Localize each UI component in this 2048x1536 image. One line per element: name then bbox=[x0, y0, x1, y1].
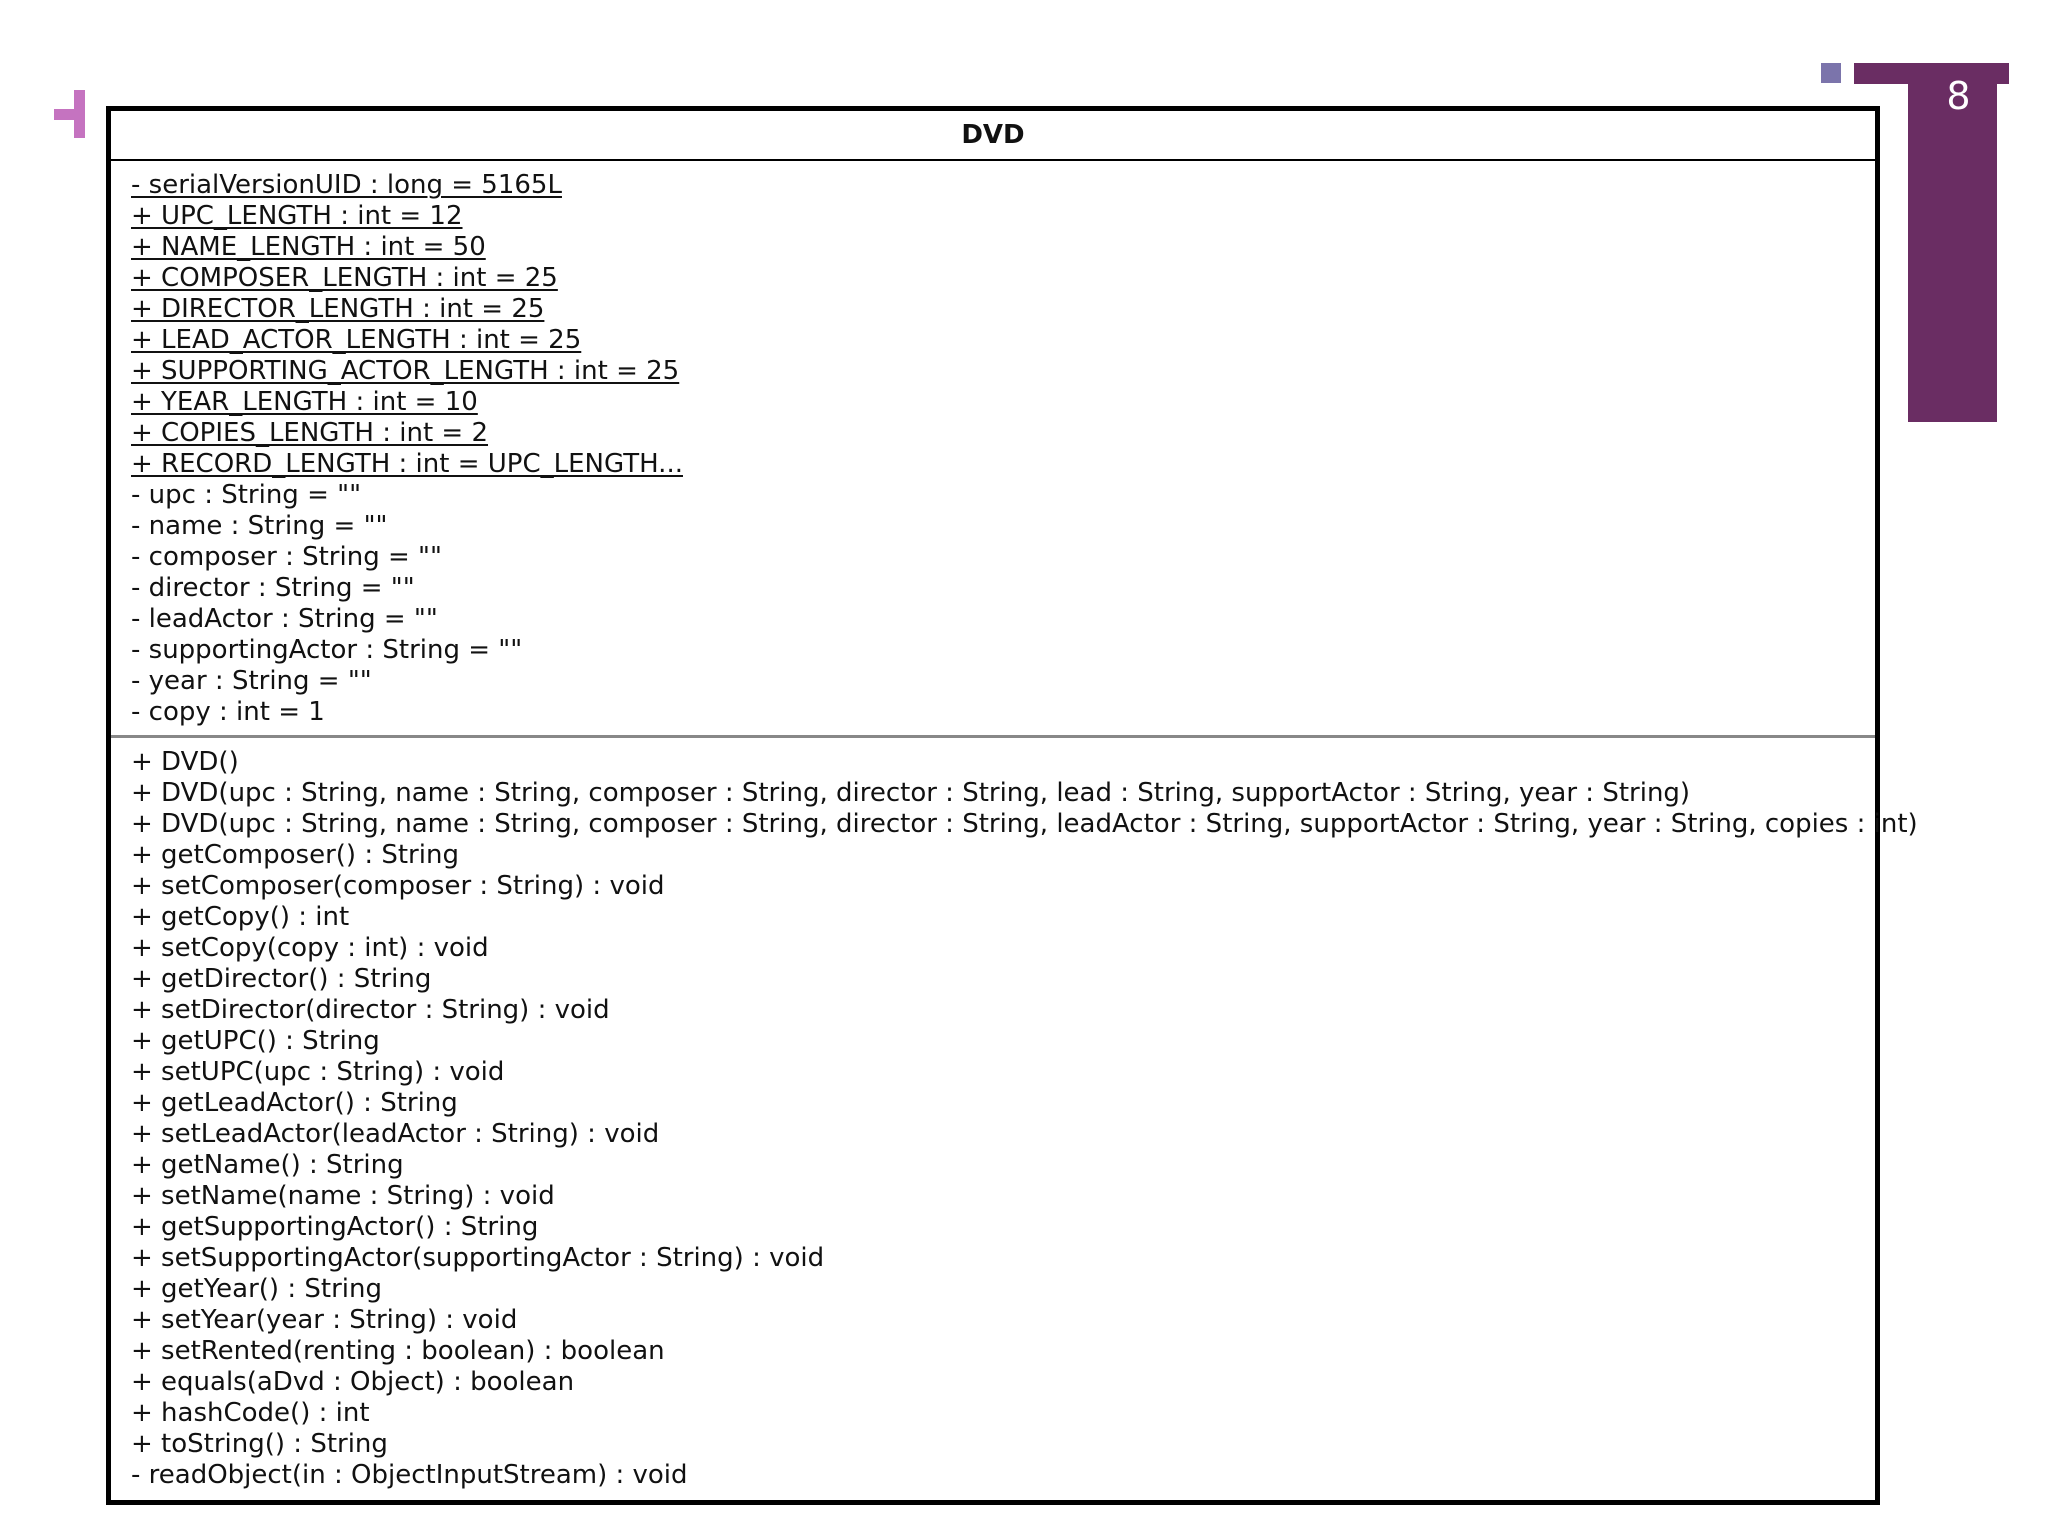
uml-operation: + setSupportingActor(supportingActor : String) : void bbox=[131, 1243, 825, 1273]
uml-class-name: DVD bbox=[111, 111, 1875, 161]
accent-square bbox=[1821, 63, 1841, 83]
uml-operation: + DVD() bbox=[131, 747, 239, 777]
uml-operation: + getSupportingActor() : String bbox=[131, 1212, 539, 1242]
uml-operation: + setYear(year : String) : void bbox=[131, 1305, 518, 1335]
uml-attribute-text: - upc : String = "" bbox=[131, 480, 362, 510]
uml-attribute-text: + RECORD_LENGTH : int = UPC_LENGTH... bbox=[131, 449, 683, 479]
uml-operation: + toString() : String bbox=[131, 1429, 388, 1459]
uml-operation: + getComposer() : String bbox=[131, 840, 459, 870]
uml-operation: + setCopy(copy : int) : void bbox=[131, 933, 489, 963]
uml-operation: + getCopy() : int bbox=[131, 902, 350, 932]
uml-operation: + setDirector(director : String) : void bbox=[131, 995, 610, 1025]
uml-operation: + setComposer(composer : String) : void bbox=[131, 871, 665, 901]
uml-attribute bbox=[131, 387, 1865, 418]
uml-operation: + getUPC() : String bbox=[131, 1026, 380, 1056]
uml-attribute bbox=[131, 201, 1865, 232]
uml-attribute-text: + YEAR_LENGTH : int = 10 bbox=[131, 387, 478, 417]
uml-operation: + setName(name : String) : void bbox=[131, 1181, 555, 1211]
uml-operation: + setUPC(upc : String) : void bbox=[131, 1057, 505, 1087]
uml-attribute bbox=[131, 170, 1865, 201]
uml-class-box bbox=[106, 106, 1918, 1505]
uml-operation: + equals(aDvd : Object) : boolean bbox=[131, 1367, 575, 1397]
uml-attribute bbox=[131, 263, 1865, 294]
uml-attribute bbox=[131, 294, 1865, 325]
uml-attribute-text: + COMPOSER_LENGTH : int = 25 bbox=[131, 263, 558, 293]
uml-operation: + setLeadActor(leadActor : String) : void bbox=[131, 1119, 660, 1149]
uml-attribute bbox=[131, 232, 1865, 263]
uml-attribute-text: + UPC_LENGTH : int = 12 bbox=[131, 201, 463, 231]
uml-attribute-text: - director : String = "" bbox=[131, 573, 415, 603]
uml-operation: + getYear() : String bbox=[131, 1274, 382, 1304]
uml-attribute-text: - serialVersionUID : long = 5165L bbox=[131, 170, 562, 200]
uml-attribute-text: + COPIES_LENGTH : int = 2 bbox=[131, 418, 489, 448]
uml-operation: - readObject(in : ObjectInputStream) : void bbox=[131, 1460, 688, 1490]
uml-attributes-compartment bbox=[131, 170, 1865, 728]
uml-attribute bbox=[131, 542, 1865, 573]
compartment-divider bbox=[111, 735, 1875, 738]
uml-operation: + DVD(upc : String, name : String, composer : String, director : String, leadActor : String, supportActor : String, year : String, copies : int) bbox=[131, 809, 1918, 839]
uml-attribute-text: - supportingActor : String = "" bbox=[131, 635, 523, 665]
uml-attribute bbox=[131, 480, 1865, 511]
uml-operation: + setRented(renting : boolean) : boolean bbox=[131, 1336, 665, 1366]
slide-plus-mark-bar bbox=[54, 109, 85, 120]
uml-attribute bbox=[131, 604, 1865, 635]
uml-operation: + DVD(upc : String, name : String, composer : String, director : String, lead : String, supportActor : String, year : String) bbox=[131, 778, 1691, 808]
slide-number: 8 bbox=[1946, 74, 1971, 118]
uml-operations-compartment bbox=[131, 747, 1918, 1491]
uml-attribute bbox=[131, 325, 1865, 356]
uml-attribute bbox=[131, 573, 1865, 604]
uml-attribute-text: - copy : int = 1 bbox=[131, 697, 325, 727]
uml-attribute-text: - year : String = "" bbox=[131, 666, 372, 696]
uml-attribute-text: + NAME_LENGTH : int = 50 bbox=[131, 232, 486, 262]
uml-attribute-text: - leadActor : String = "" bbox=[131, 604, 438, 634]
uml-attribute-text: + DIRECTOR_LENGTH : int = 25 bbox=[131, 294, 545, 324]
uml-attribute bbox=[131, 449, 1865, 480]
uml-attribute bbox=[131, 511, 1865, 542]
uml-attribute bbox=[131, 418, 1865, 449]
uml-operation: + hashCode() : int bbox=[131, 1398, 370, 1428]
uml-attribute bbox=[131, 635, 1865, 666]
uml-attribute-text: - name : String = "" bbox=[131, 511, 388, 541]
uml-operation: + getLeadActor() : String bbox=[131, 1088, 458, 1118]
uml-attribute bbox=[131, 666, 1865, 697]
uml-attribute bbox=[131, 356, 1865, 387]
uml-attribute-text: + SUPPORTING_ACTOR_LENGTH : int = 25 bbox=[131, 356, 680, 386]
uml-operation: + getName() : String bbox=[131, 1150, 404, 1180]
uml-attribute bbox=[131, 697, 1865, 728]
uml-attribute-text: + LEAD_ACTOR_LENGTH : int = 25 bbox=[131, 325, 582, 355]
uml-attribute-text: - composer : String = "" bbox=[131, 542, 442, 572]
uml-operation: + getDirector() : String bbox=[131, 964, 432, 994]
